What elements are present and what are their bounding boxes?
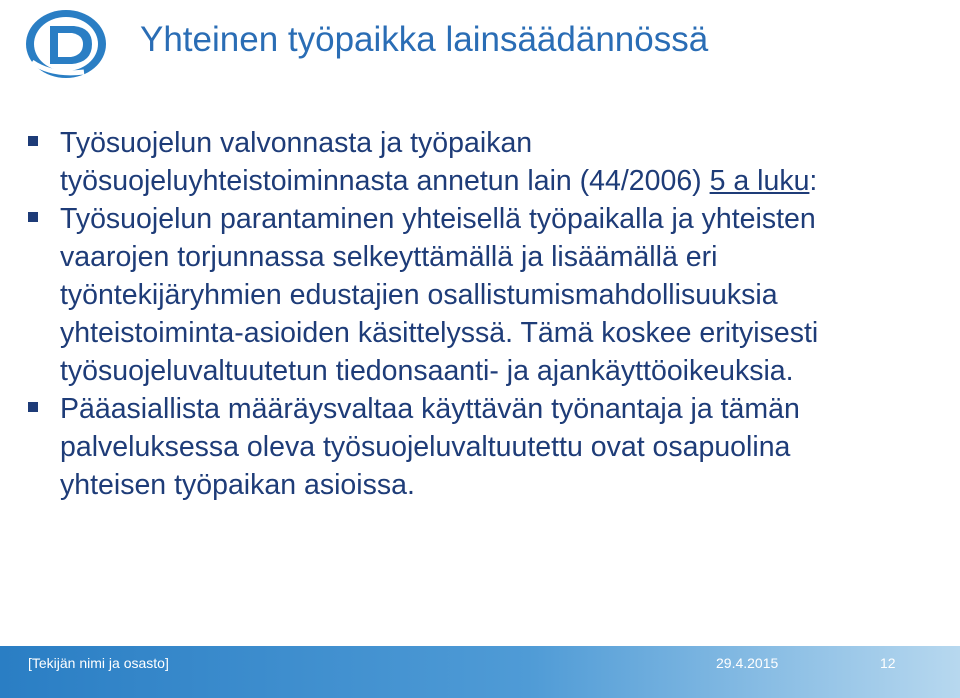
- footer-author: [Tekijän nimi ja osasto]: [28, 655, 169, 671]
- logo-emblem-icon: [22, 6, 110, 82]
- bullet-text-lead: Työsuojelun valvonnasta ja työpaikan työsuojeluyhteistoiminnasta annetun lain (44/2006): [60, 127, 702, 197]
- bullet-item: [22, 390, 942, 504]
- footer-date: 29.4.2015: [716, 655, 779, 671]
- slide-title: Yhteinen työpaikka lainsäädännössä: [140, 20, 709, 59]
- bullet-text-tail: :: [809, 165, 818, 197]
- square-bullet-icon: [28, 212, 38, 222]
- law-chapter-link[interactable]: 5 a luku: [709, 165, 810, 197]
- square-bullet-icon: [28, 136, 38, 146]
- page-number: 12: [880, 655, 896, 671]
- bullet-item: [22, 124, 942, 200]
- bullet-list: [22, 124, 942, 504]
- bullet-item: [22, 200, 942, 390]
- bullet-text: Työsuojelun parantaminen yhteisellä työpaikalla ja yhteisten vaarojen torjunnassa selkeyttämällä ja lisäämällä eri työntekijäryhmien edustajien osallistumismahdollisuuksia yhteistoiminta-asioiden käsittelyssä. Tämä koskee erityisesti työsuojeluvaltuutetun tiedonsaanti- ja ajankäyttöoikeuksia.: [60, 203, 819, 387]
- bullet-text: Pääasiallista määräysvaltaa käyttävän työnantaja ja tämän palveluksessa oleva työsuojeluvaltuutettu ovat osapuolina yhteisen työpaikan asioissa.: [60, 393, 800, 501]
- square-bullet-icon: [28, 402, 38, 412]
- bullet-text: [60, 124, 942, 200]
